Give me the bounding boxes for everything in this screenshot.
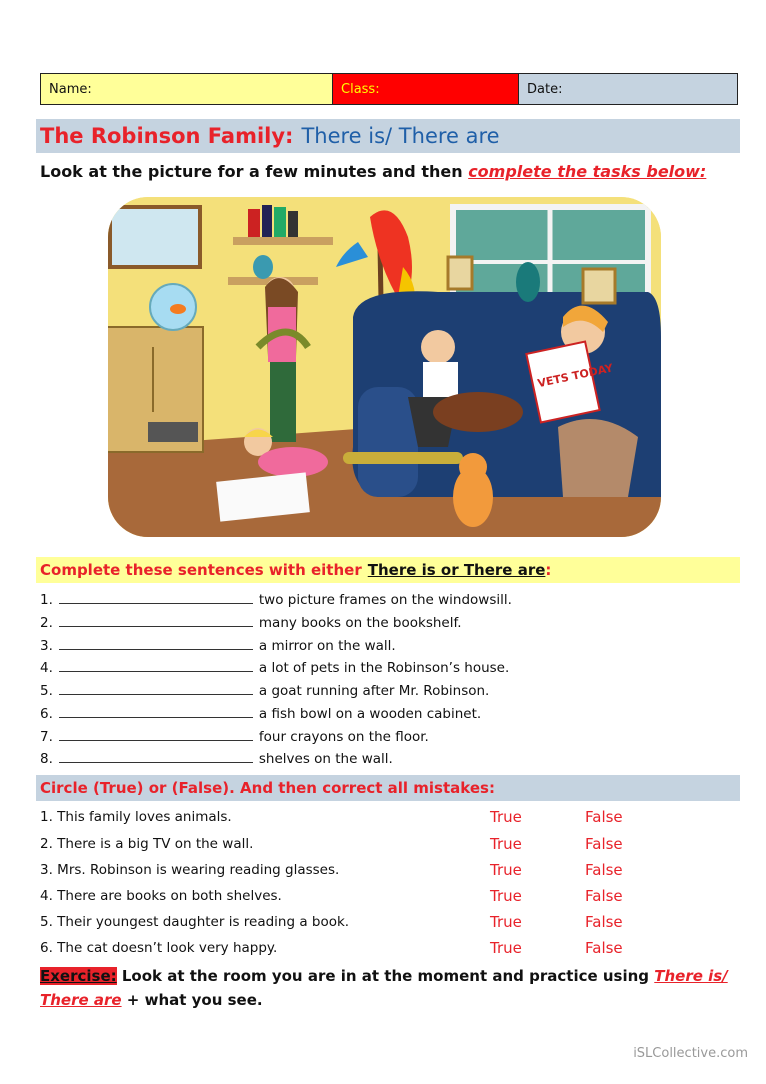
true-option[interactable]: True (490, 835, 522, 853)
header-bar (40, 73, 738, 105)
sentence-item: 3. a mirror on the wall. (40, 638, 396, 654)
title-sub: There is/ There are (301, 124, 500, 148)
intro-highlight: complete the tasks below (468, 162, 700, 181)
title-bar (36, 119, 740, 153)
section-heading-truefalse: Circle (True) or (False). And then correct all mistakes: (36, 775, 740, 801)
truefalse-item: 1. This family loves animals. True False (40, 808, 623, 826)
family-room-illustration (108, 197, 661, 537)
name-field[interactable]: Name: (41, 74, 333, 104)
answer-blank[interactable] (59, 659, 253, 672)
answer-blank[interactable] (59, 728, 253, 741)
answer-blank[interactable] (59, 614, 253, 627)
answer-blank[interactable] (59, 637, 253, 650)
true-option[interactable]: True (490, 861, 522, 879)
section-heading-complete: Complete these sentences with either There is or There are : (36, 557, 740, 583)
sentence-item: 8. shelves on the wall. (40, 751, 393, 767)
picture-frame (583, 269, 615, 303)
picture-frame (448, 257, 472, 289)
true-option[interactable]: True (490, 808, 522, 826)
false-option[interactable]: False (585, 939, 623, 957)
truefalse-item: 4. There are books on both shelves. True False (40, 887, 623, 905)
false-option[interactable]: False (585, 861, 623, 879)
truefalse-item: 3. Mrs. Robinson is wearing reading glasses. True False (40, 861, 623, 879)
illustration-svg (108, 197, 661, 537)
false-option[interactable]: False (585, 835, 623, 853)
answer-blank[interactable] (59, 682, 253, 695)
footer-watermark: iSLCollective.com (633, 1046, 748, 1061)
skateboard (343, 452, 463, 464)
truefalse-item: 6. The cat doesn’t look very happy. True False (40, 939, 623, 957)
intro-text: Look at the picture for a few minutes and then complete the tasks below: (40, 162, 707, 181)
exercise-highlight: There is/ There are (40, 967, 728, 1009)
dog (433, 392, 523, 432)
truefalse-item: 5. Their youngest daughter is reading a book. True False (40, 913, 623, 931)
answer-blank[interactable] (59, 705, 253, 718)
date-field[interactable]: Date: (519, 74, 737, 104)
truefalse-item: 2. There is a big TV on the wall. True False (40, 835, 623, 853)
shelf-top (233, 237, 333, 245)
sentence-item: 7. four crayons on the floor. (40, 729, 429, 745)
answer-blank[interactable] (59, 750, 253, 763)
class-field[interactable]: Class: (333, 74, 519, 104)
sentence-item: 5. a goat running after Mr. Robinson. (40, 683, 490, 699)
exercise-tag: Exercise: (40, 967, 117, 985)
section1-underline: There is or There are (367, 561, 546, 579)
true-option[interactable]: True (490, 939, 522, 957)
sentence-item: 6. a fish bowl on a wooden cabinet. (40, 706, 482, 722)
sentence-item: 1. two picture frames on the windowsill. (40, 592, 512, 608)
false-option[interactable]: False (585, 913, 623, 931)
magazine-title: VETS TODAY (536, 361, 615, 391)
sentence-item: 2. many books on the bookshelf. (40, 615, 462, 631)
false-option[interactable]: False (585, 887, 623, 905)
exercise-text: Exercise: Look at the room you are in at the moment and practice using There is/ There are + what you see. (40, 967, 728, 1009)
sentence-item: 4. a lot of pets in the Robinson’s house. (40, 660, 510, 676)
true-option[interactable]: True (490, 913, 522, 931)
mirror (110, 207, 200, 267)
vase (253, 255, 273, 279)
false-option[interactable]: False (585, 808, 623, 826)
answer-blank[interactable] (59, 591, 253, 604)
title-main: The Robinson Family: (40, 124, 294, 148)
true-option[interactable]: True (490, 887, 522, 905)
